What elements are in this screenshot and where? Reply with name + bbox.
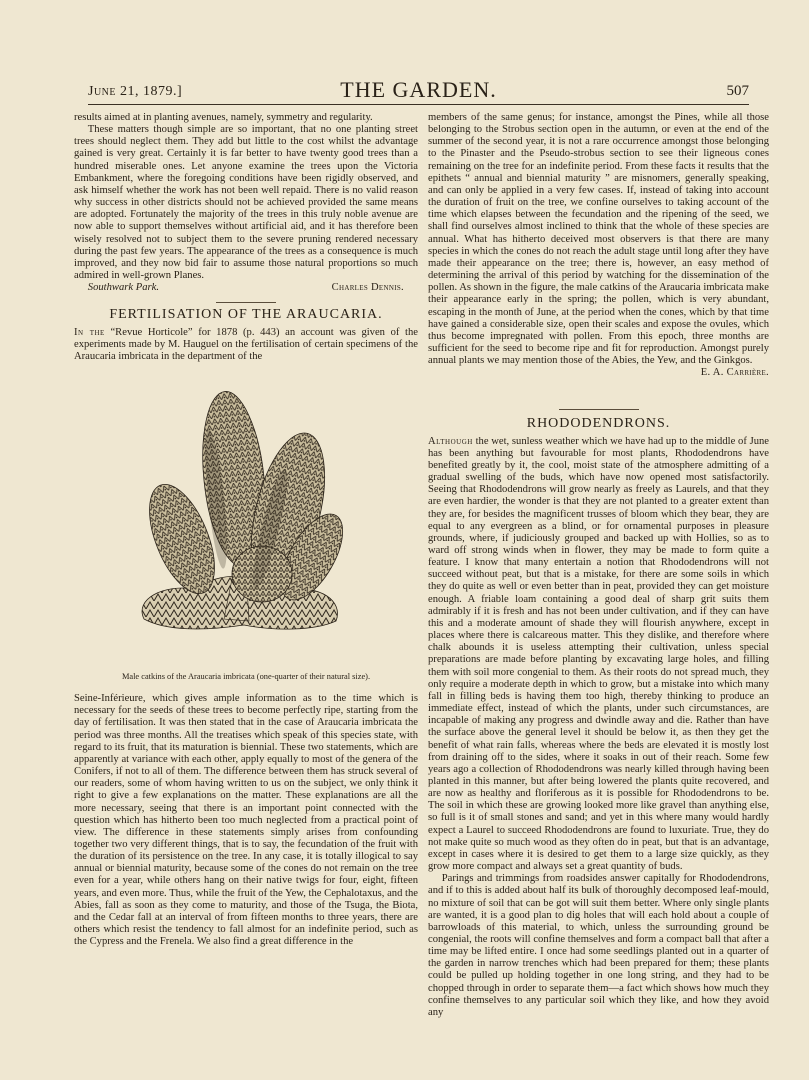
signature-name: E. A. Carrière. [700, 367, 769, 379]
fertilisation-continued: members of the same genus; for instance, amongst the Pines, while all those belonging to the Strobus section open in the autumn, or even at the end of the summer of the second year, it is not a rare occurrence amongst those belonging to the Pinaster and the Pseudo-strobus section to see their ligneous cones remaining on the tree for an indefinite period. From these facts it results that the epithets “ annual and biennial maturity ” are misnomers, generally speaking, and can only be applied in a very few cases. If, instead of taking into account the duration of fruit on the tree, we confine ourselves to taking account of the time which elapses between the fecundation and the ripening of the seed, we shall find ourselves almost inclined to think that the whole of these species are annual. What has hitherto deceived most observers is that there are many species in which the cones do not reach the adult stage until long after they have made their appearance on the tree; there is, however, an easy method of determining the arrival of this period by watching for the dissemination of the pollen. As shown in the figure, the male catkins of the Araucaria imbricata make their appearance early in the spring; the pollen, which is very abundant, escaping in the month of June, at the period when the cones, which by that time have gained a considerable size, open their scales and expose the ovules, which thus become impregnated with pollen. From this epoch, three months are sufficient for the seed to become ripe and fit for reproduction. Amongst purely annual plants we may mention those of the Abies, the Yew, and the Ginkgos. [428, 112, 769, 367]
figure-caption: Male catkins of the Araucaria imbricata (one-quarter of their natural size). [121, 671, 371, 681]
avenues-signature [74, 282, 418, 294]
lead-word: In the [74, 326, 105, 338]
fertilisation-intro-text: “Revue Horticole” for 1878 (p. 443) an account was given of the experiments made by M. Hauguel on the fertilisation of certain specimens of the Araucaria imbricata in the department of the [74, 326, 418, 362]
publication-title: THE GARDEN. [340, 77, 497, 102]
rhododendrons-paragraph [428, 436, 769, 874]
signature-name: Charles Dennis. [331, 282, 404, 294]
page-header [88, 78, 749, 105]
fertilisation-signature [428, 367, 769, 379]
section-divider [559, 409, 639, 410]
rhododendrons-paragraph-2: Parings and trimmings from roadsides answer capitally for Rhododendrons, and if to this is added about half its bulk of thoroughly decomposed leaf-mould, no mixture of soil that can be got will suit them better. Where only single plants are wanted, it is a good plan to dig holes that will each hold about a couple of barrowloads of this material, to which, unless the surrounding ground be congenial, the roots will confine themselves and form a compact ball that after a time may be lifted entire. I once had some seedlings planted out in a quarter of the garden in narrow trenches which had been prepared for them; these plants could be pulled up holding together in one long string, and they had to be chopped through in order to separate them—a fact which shows how much they confine themselves to any particular soil which they like, and how they avoid any [428, 873, 769, 1018]
right-column [428, 112, 769, 1019]
avenues-paragraph: These matters though simple are so important, that no one planting street trees should neglect them. They add but little to the cost whilst the advantage gained is very great. Certainly it is far better to have twenty good trees than a hundred miserable ones. Let anyone examine the trees upon the Victoria Embankment, where the foregoing conditions have been rigidly observed, and ask himself whether the work has not been well repaid. There is no valid reason why success in other districts should not be achieved provided the same means are adopted. Fortunately the majority of the trees in this truly noble avenue are now able to support themselves without artificial aid, and it has therefore been wisely resolved not to subject them to the severe pruning rendered necessary during the past few years. The appearance of the trees as a consequence is much improved, and they now bid fair to assume those natural proportions so much admired in well-grown Planes. [74, 124, 418, 282]
signature-place: Southwark Park. [87, 282, 159, 294]
lead-word: Although [428, 435, 473, 447]
fertilisation-paragraph: Seine-Inférieure, which gives ample information as to the time which is necessary for the seeds of these trees to become perfectly ripe, starting from the day of fertilisation. It was then stated that in the case of Araucaria imbricata the period was three months. All the treatises which speak of this species state, with regard to its fruit, that its maturation is biennial. These two statements, which are apparently at variance with each other, apply equally to most of the genera of the Conifers, if not to all of them. The difference between them has struck several of our readers, some of whom having written to us on the subject, we only think it right to give a few explanations on the matter. These explanations are all the more necessary, seeing that there is an important point connected with the question which has hitherto been too much neglected from a practical point of view. The difference in these statements simply arises from confounding together two very different things, that is to say, the fecundation of the fruit with the duration of its persistence on the tree. In any case, it is totally illogical to say annual or biennial maturity, because some of the cones do not remain on the tree even for a year, while others hang on their native twigs for four, eight, fifteen years, and even more. Thus, while the fruit of the Yew, the Cephalotaxus, and the Abies, fall as soon as they come to maturity, and those of the Tsuga, the Biota, and the Cedar fall at an interval of from fifteen months to three years, there are others which resist the tendency to fall almost for an indefinite period, such as the Cypress and the Frenela. We also find a great difference in the [74, 693, 418, 948]
issue-date: June 21, 1879.] [88, 84, 183, 99]
left-column [74, 112, 418, 948]
fertilisation-intro [74, 327, 418, 363]
page-number: 507 [726, 83, 749, 99]
araucaria-catkins-illustration [74, 369, 418, 669]
rhododendrons-text: the wet, sunless weather which we have had up to the middle of June has been anything but favourable for most plants, Rhododendrons have benefited greatly by it, the cool, moist state of the atmosphere admitting of a gradual swelling of the buds, which have now opened most satisfactorily. Seeing that Rhododendrons will grow nearly as freely as Laurels, and that they are even hardier, the wonder is that they are not planted to a greater extent than they are, for besides the magnificent trusses of bloom which they bear, they are equal to any evergreen as a blind, or for ornamental purposes in pleasure grounds, where, if judiciously grouped and backed up with Hollies, so as to ward off strong winds when in flower, they may be made to form quite a feature. I know that many entertain a notion that Rhododendrons will not succeed without peat, but that is a mistake, for there are some soils in which they do quite as well or even better than in peat, provided they can get moisture enough. A friable loam containing a good deal of sharp grit suits them admirably if it is fresh and has not been under cultivation, and if they can have this and a moderate amount of shade they will flourish anywhere, except in places where there is calcareous matter. This they dislike, and therefore where chalk abounds it is useless attempting their cultivation, unless special preparations are made before planting by excavating large holes, and filling them with soil more congenial to them. As their roots do not spread much, they only require a moderate depth in which to grow, but a mistake into which many fall in filling beds is having them too high, thereby thinking to produce an immediate effect, instead of which the plants, under such circumstances, are incapable of making any progress and dwindle away and die. Rather than have the surface above the general level it should be below it, as then they get the benefit of what rain falls, whereas where the beds are elevated it is mostly lost from draining off to the sides, where it soaks in out of their reach. Some few years ago a collection of Rhododendrons was nearly killed through having been planted in this manner, but after being lowered the plants quite recovered, and are now as healthy and floriferous as it is possible for Rhododendrons to be. The soil in which these are growing looked more like gravel than anything else, so full is it of small stones and sand; and yet in this where many would hardly expect a Laurel to succeed Rhododendrons are found to luxuriate. True, they do not make quite so much wood as they often do in peat, but that is an advantage, except in cases where it is desired to get them to a large size quickly, as they grow more compact and always set a great quantity of buds. [428, 435, 769, 873]
araucaria-catkins-icon [74, 369, 418, 669]
rhododendrons-heading: RHODODENDRONS. [526, 416, 671, 432]
avenues-paragraph-end: results aimed at in planting avenues, namely, symmetry and regularity. [74, 112, 373, 123]
section-divider [216, 302, 276, 303]
fertilisation-heading: FERTILISATION OF THE ARAUCARIA. [109, 307, 383, 323]
